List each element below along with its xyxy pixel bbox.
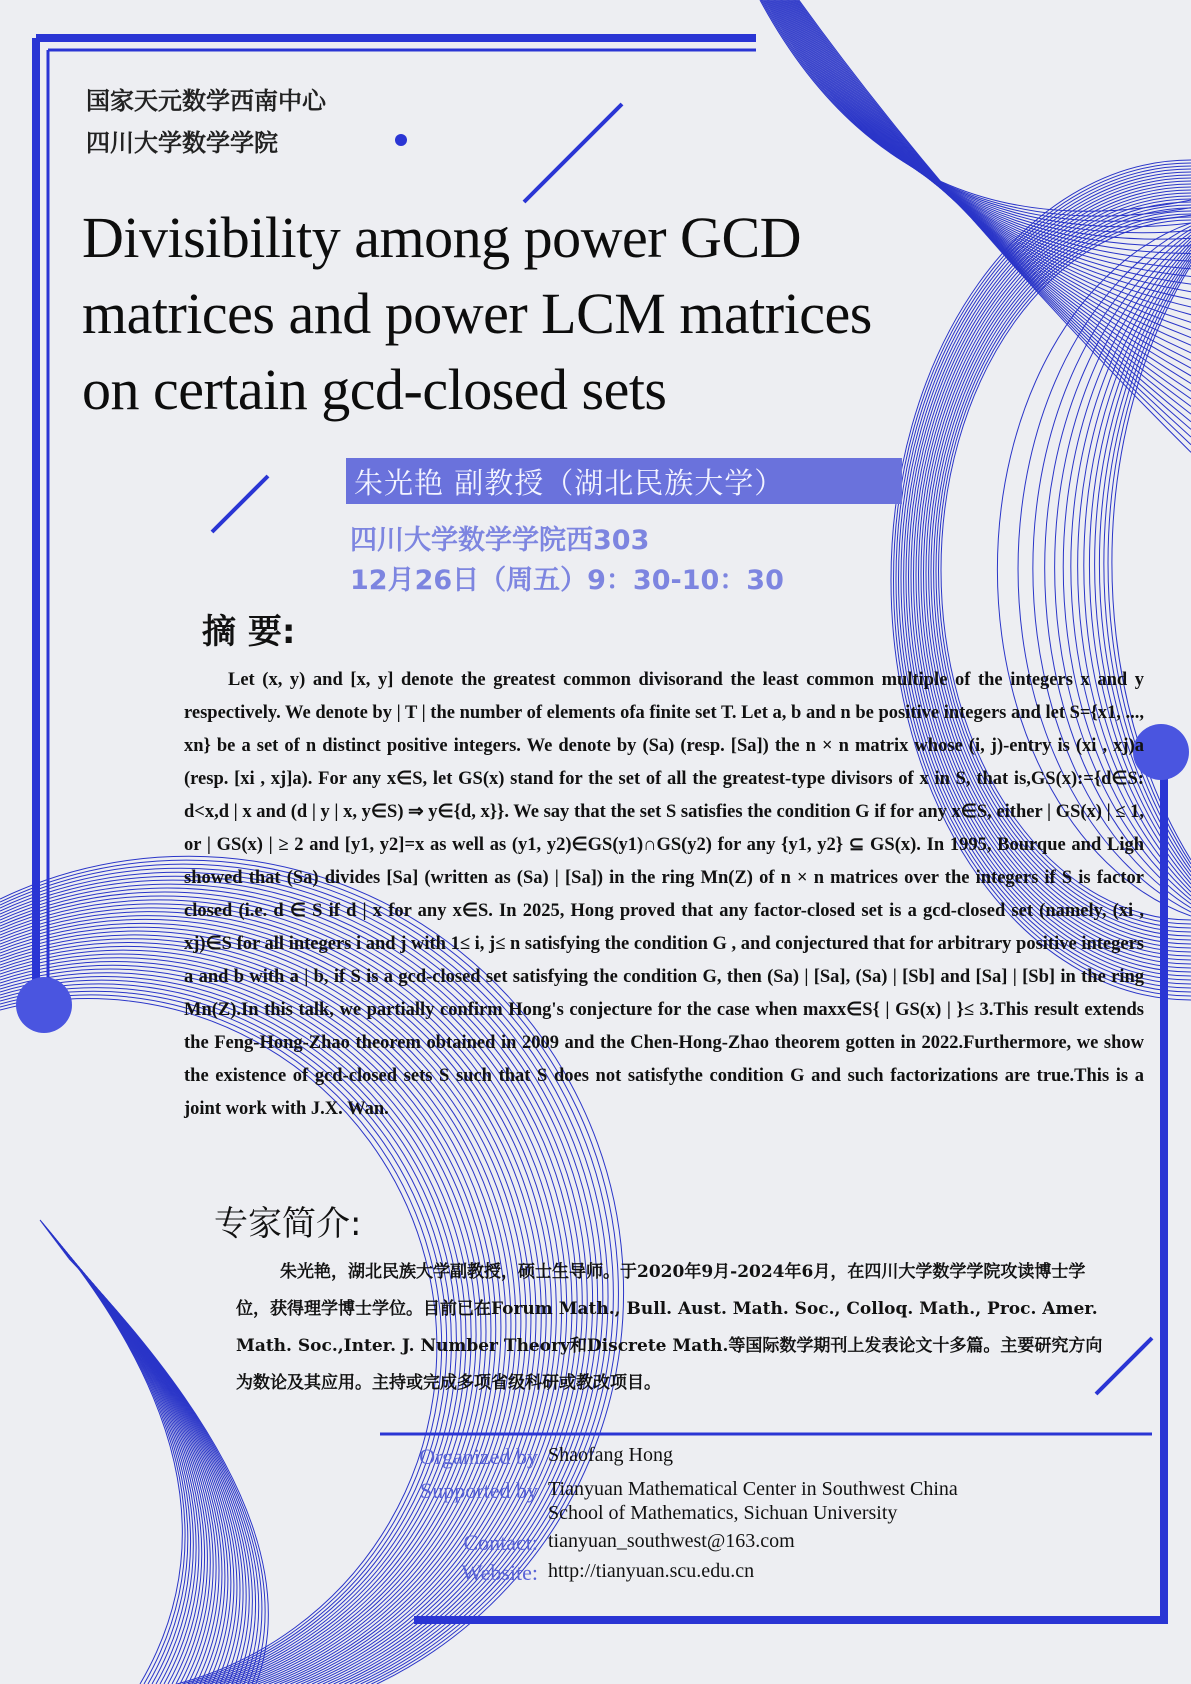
arc-line — [44, 1225, 193, 1684]
arc-line — [761, 0, 1191, 216]
supported-value-1: Tianyuan Mathematical Center in Southwest China — [548, 1478, 958, 1500]
bio-heading: 专家简介: — [214, 1204, 362, 1244]
arc-line — [52, 1236, 216, 1684]
abstract-text: Let (x, y) and [x, y] denote the greatest common divisorand the least common multiple of the integers x and y respectively. We denote by | T | the number of elements ofa finite set T. Let a, b and n be positive integers and let S={x1, ..., xn} be a set of n distinct positive integers. We denote by (Sa) (resp. [Sa]) the n × n matrix whose (i, j)-entry is (xi , xj)a (resp. [xi , xj]a). For any x∈S, let GS(x) stand for the set of all the greatest-type divisors of x in S, that is,GS(x):={d∈S: d<x,d | x and (d | y | x, y∈S) ⇒ y∈{d, x}}. We say that the set S satisfies the condition G if for any x∈S, either | GS(x) | ≤ 1, or | GS(x) | ≥ 2 and [y1, y2]=x as well as (y1, y2)∈GS(y1)∩GS(y2) for any {y1, y2} ⊆ GS(x). In 1995, Bourque and Ligh showed that (Sa) divides [Sa] (written as (Sa) | [Sa]) in the ring Mn(Z) of n × n matrices over the integers if S is factor closed (i.e. d ∈ S if d | x for any x∈S. In 2025, Hong proved that any factor-closed set is a gcd-closed set (namely, (xi , xj)∈S for all integers i and j with 1≤ i, j≤ n satisfying the condition G , and conjectured that for arbitrary positive integers a and b with a | b, if S is a gcd-closed set satisfying the condition G, then (Sa) | [Sa], (Sa) | [Sb] and [Sa] | [Sb] in the ring Mn(Z).In this talk, we partially confirm Hong's conjecture for the case when maxx∈S{ | GS(x) | }≤ 3.This result extends the Feng-Hong-Zhao theorem obtained in 2009 and the Chen-Hong-Zhao theorem gotten in 2022.Furthermore, we show the existence of gcd-closed sets S such that S does not satisfythe condition G and such factorizations are true.This is a joint work with J.X. Wan. — [184, 670, 1144, 1119]
arc-line — [46, 1228, 199, 1684]
arc-line — [40, 1220, 182, 1684]
talk-time: 12月26日（周五）9：30-10：30 — [350, 565, 784, 596]
organized-label: Organized by — [419, 1444, 538, 1469]
arc-line — [67, 1256, 262, 1684]
talk-title — [82, 200, 982, 428]
arc-line — [42, 1223, 188, 1684]
slash-accent-1 — [524, 104, 622, 202]
supported-label: Supported by — [420, 1478, 538, 1503]
website-link[interactable]: http://tianyuan.scu.edu.cn — [548, 1560, 755, 1582]
title-line-3: on certain gcd-closed sets — [82, 357, 667, 422]
frame-dot-left — [16, 977, 72, 1033]
contact-label: Contact: — [463, 1530, 538, 1555]
arc-line — [59, 1245, 237, 1684]
speaker-name: 朱光艳 副教授（湖北民族大学） — [354, 466, 785, 500]
arc-line — [764, 0, 1191, 227]
arc-line — [41, 1221, 185, 1684]
title-line-2: matrices and power LCM matrices — [82, 281, 872, 346]
org-line-2: 四川大学数学学院 — [86, 129, 278, 157]
arc-line — [66, 1255, 259, 1684]
venue: 四川大学数学学院西303 — [350, 525, 650, 556]
small-dot — [395, 134, 407, 146]
abstract-heading: 摘 要: — [202, 612, 296, 652]
title-line-1: Divisibility among power GCD — [82, 205, 802, 270]
arc-line — [65, 1253, 256, 1684]
supported-value-2: School of Mathematics, Sichuan University — [548, 1502, 898, 1524]
arc-line — [43, 1224, 191, 1684]
org-line-1: 国家天元数学西南中心 — [86, 87, 326, 115]
organized-value: Shaofang Hong — [548, 1444, 673, 1466]
contact-email[interactable]: tianyuan_southwest@163.com — [548, 1530, 795, 1552]
bottom-right-arc-lines — [40, 1220, 268, 1684]
slash-accent-2 — [212, 476, 268, 532]
arc-line — [55, 1240, 225, 1684]
website-label: Website: — [461, 1560, 538, 1585]
bio-text: 朱光艳，湖北民族大学副教授，硕士生导师。于2020年9月-2024年6月，在四川大学数学学院攻读博士学位，获得理学博士学位。目前已在Forum Math., Bull. Aust. Math. Soc., Colloq. Math., Proc. Amer. Math. Soc.,Inter. J. Number Theory和Discrete Math.等国际数学期刊上发表论文十多篇。主要研究方向为数论及其应用。主持或完成多项省级科研或教改项目。 — [236, 1262, 1103, 1393]
